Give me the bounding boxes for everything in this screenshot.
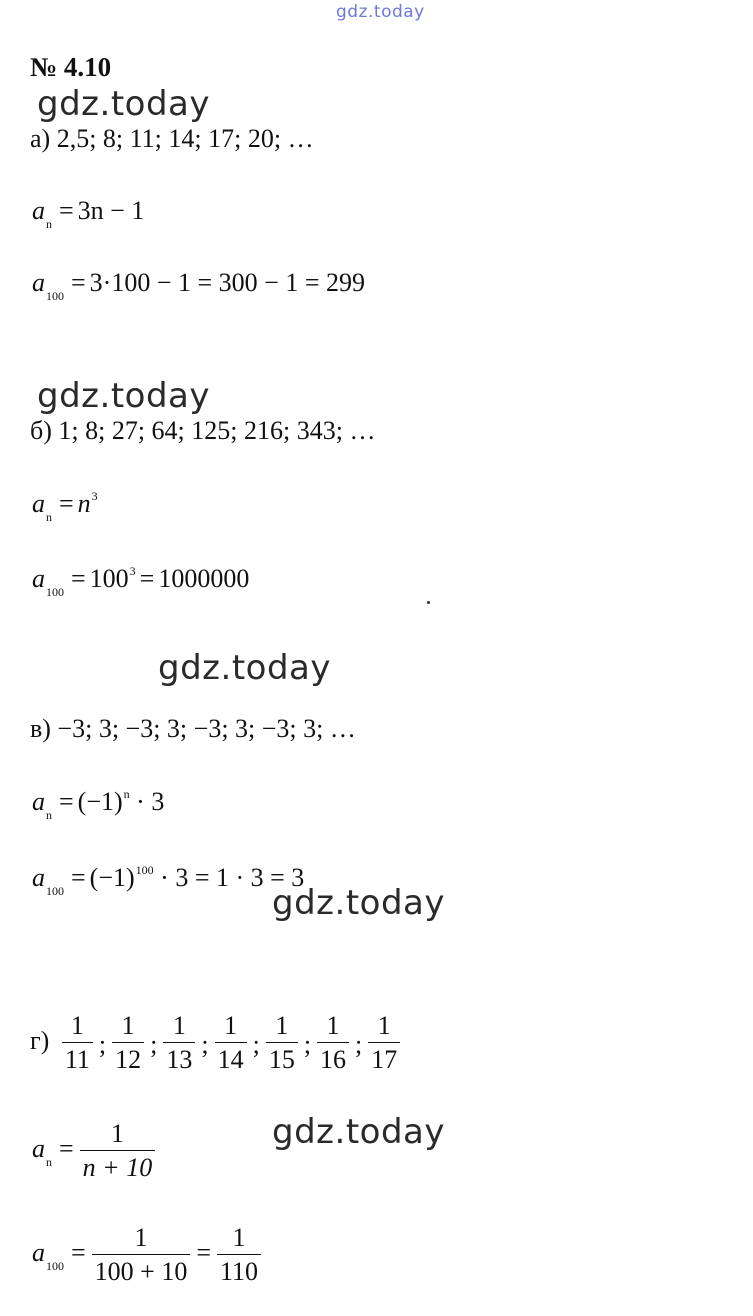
watermark-top: gdz.today [336,2,425,22]
watermark-2: gdz.today [37,376,210,416]
fraction-formula: $\frac{1}{n + 10}$ [80,1120,156,1182]
watermark-3: gdz.today [158,648,331,688]
calculation-g: $a_{100}$ = $\frac{1}{100 + 10}$ = $\frac{1}{110}$ [32,1224,263,1286]
fraction-item: $\frac{1}{17}$ [368,1012,400,1074]
watermark-5: gdz.today [272,1112,445,1152]
separator: ; [98,1029,107,1059]
formula-v: $a_n = (-1)^n \cdot 3$ [32,787,165,822]
separator: ; [303,1029,312,1059]
fraction-calc-1: $\frac{1}{100 + 10}$ [92,1224,191,1286]
sequence-a: а) 2,5; 8; 11; 14; 17; 20; … [30,124,314,153]
problem-title: № 4.10 [30,52,112,82]
watermark-1: gdz.today [37,84,210,124]
sequence-b: б) 1; 8; 27; 64; 125; 216; 343; … [30,416,376,445]
fraction-item: $\frac{1}{15}$ [266,1012,298,1074]
separator: ; [150,1029,158,1059]
formula-g: $a_n$ = $\frac{1}{n + 10}$ [32,1120,157,1182]
separator: ; [201,1029,209,1059]
separator: ; [252,1029,260,1059]
fraction-item: $\frac{1}{13}$ [163,1012,195,1074]
separator: ; [355,1029,363,1059]
label-g: г) [30,1025,50,1055]
fraction-item: $\frac{1}{16}$ [317,1012,349,1074]
fraction-item: $\frac{1}{14}$ [215,1012,247,1074]
fraction-item: $\frac{1}{11}$ [62,1012,93,1074]
calculation-a: $a_{100} = 3\cdot 100 - 1 = 300 - 1 = 299$ [32,268,365,303]
calculation-b: $a_{100} = 100^3 = 1000000$ [32,564,250,599]
formula-b: $a_n = n^3$ [32,489,98,524]
stray-dot [427,601,430,604]
formula-a: $a_n = 3n - 1$ [32,196,145,231]
calculation-v: $a_{100} = (-1)^{100} \cdot 3 = 1 \cdot 3 = 3$ [32,863,305,898]
sequence-v: в) −3; 3; −3; 3; −3; 3; −3; 3; … [30,714,356,743]
watermark-4: gdz.today [272,883,445,923]
fraction-calc-2: $\frac{1}{110}$ [217,1224,261,1286]
fraction-list [56,1011,406,1075]
fraction-item: $\frac{1}{12}$ [112,1012,144,1074]
sequence-g [30,1012,406,1074]
